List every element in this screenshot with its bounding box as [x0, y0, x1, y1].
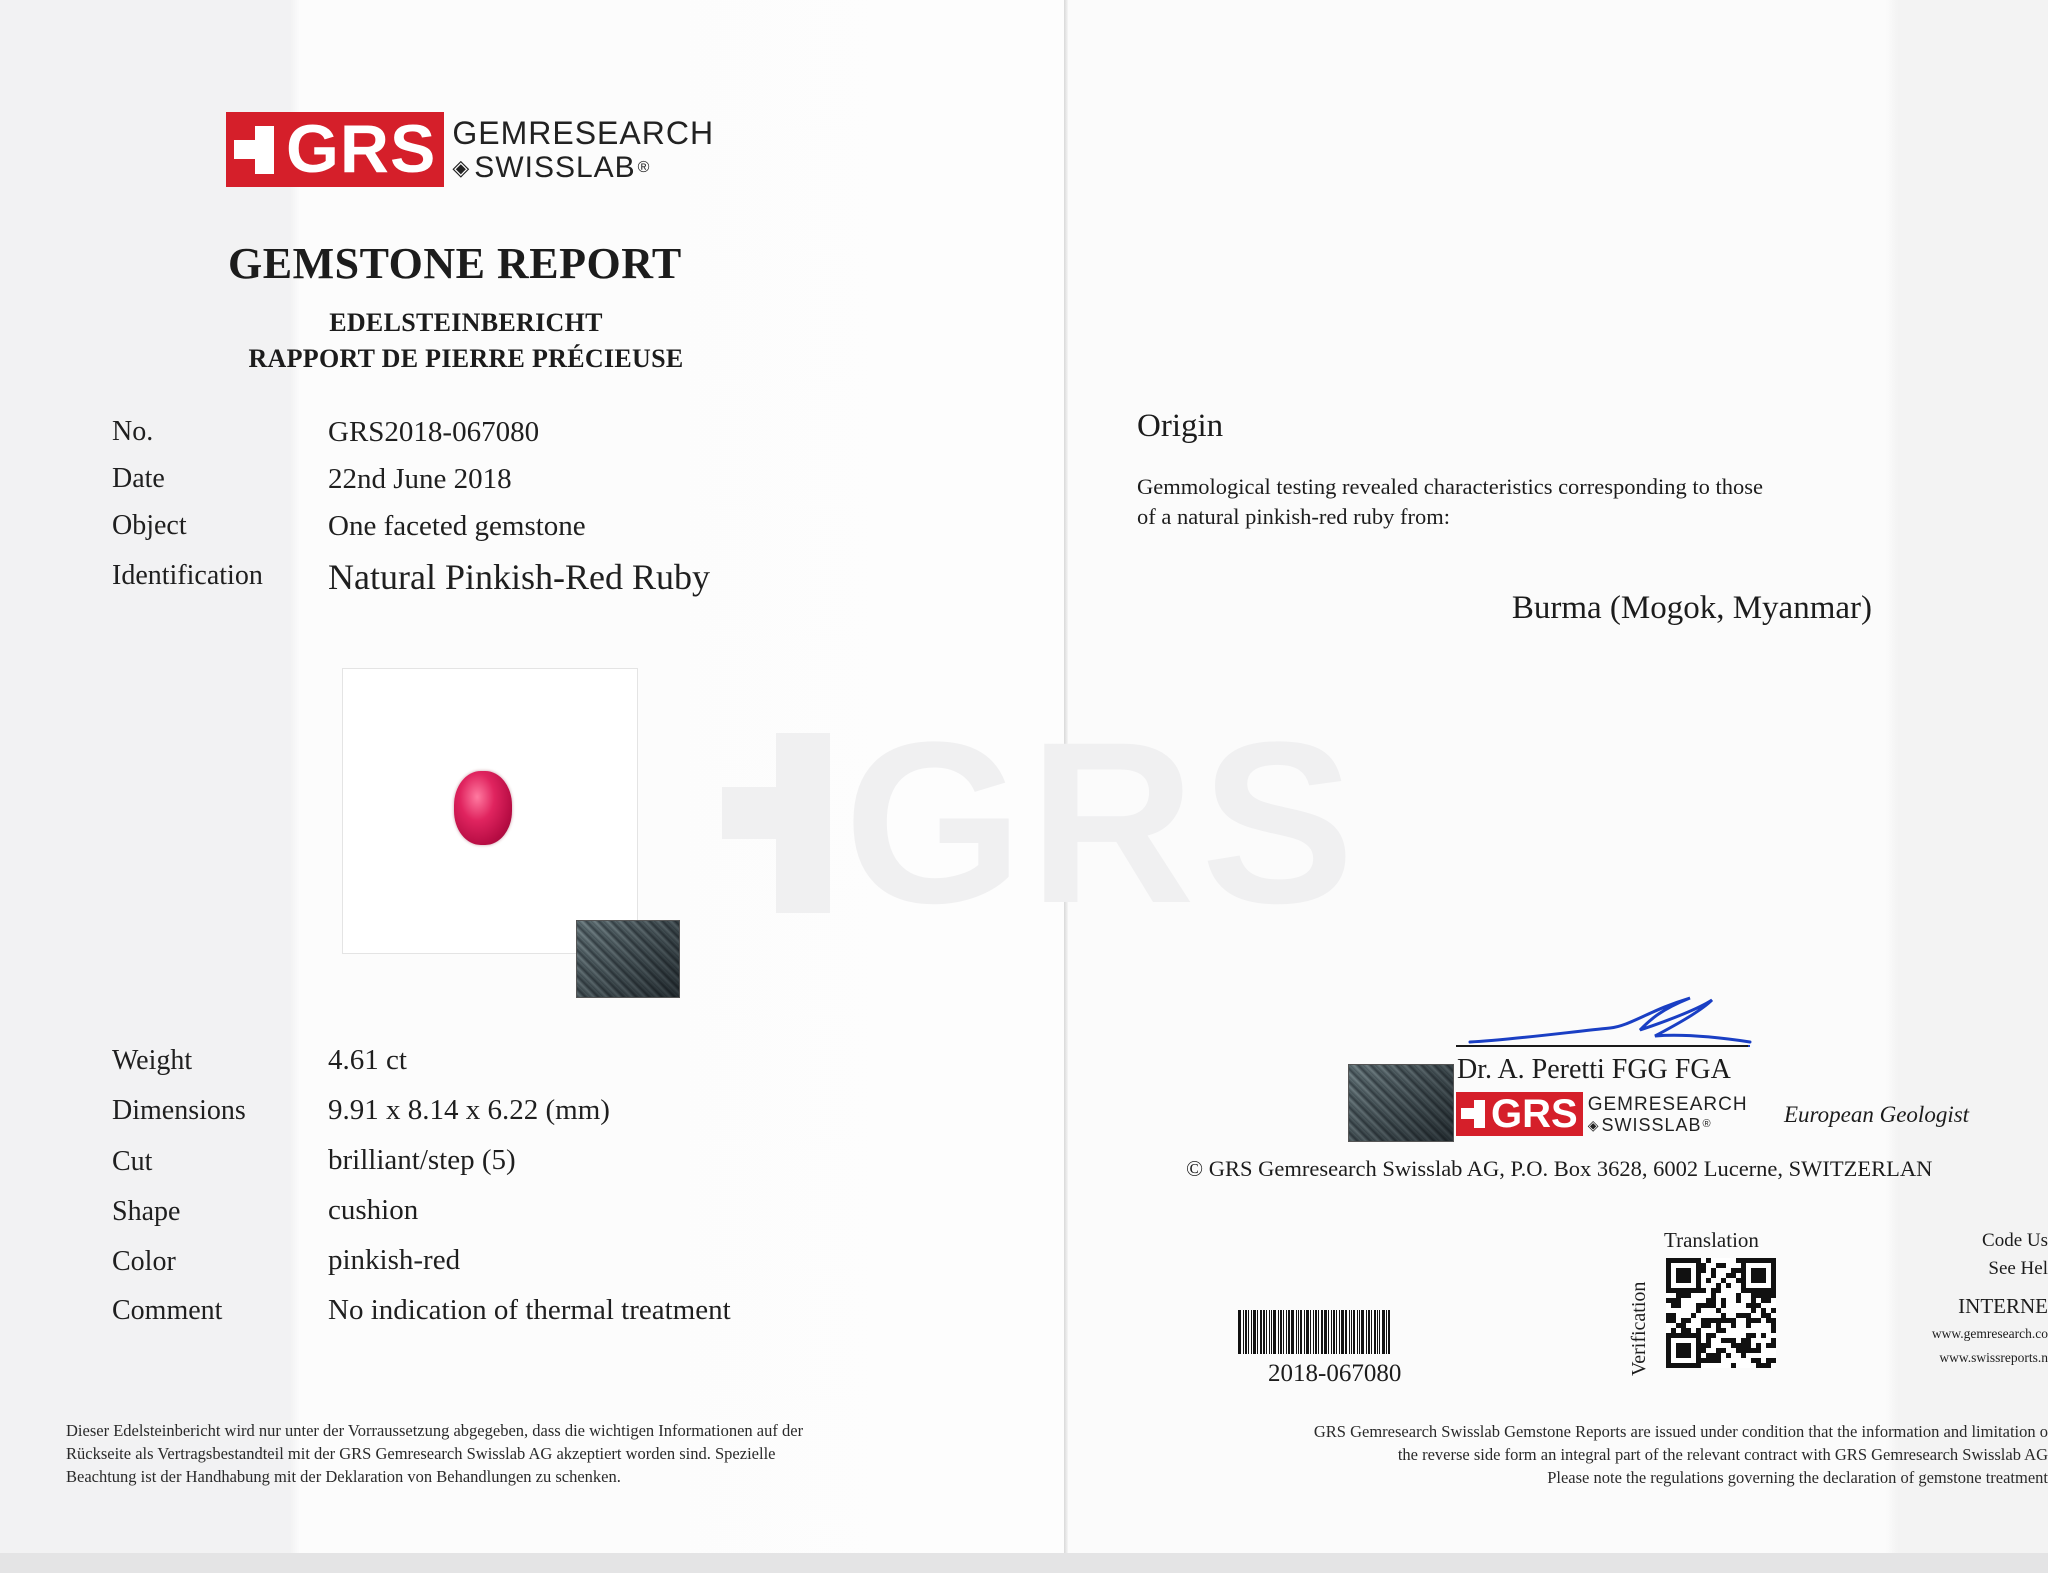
logo-line-1-small: GEMRESEARCH [1587, 1093, 1748, 1115]
diamond-icon-small: ◈ [1587, 1116, 1600, 1133]
barcode-bar [1296, 1310, 1297, 1354]
diamond-icon: ◈ [452, 154, 471, 180]
qr-module [1731, 1323, 1736, 1328]
signatory-title: European Geologist [1784, 1102, 1970, 1127]
barcode-bar [1304, 1310, 1305, 1354]
barcode-bar [1238, 1310, 1241, 1354]
registered-mark-small: ® [1702, 1118, 1712, 1130]
object-value: One faceted gemstone [328, 510, 586, 542]
watermark-text: GRS [844, 694, 1361, 951]
qr-module [1716, 1358, 1721, 1363]
grs-logo-small [1456, 1092, 1748, 1136]
qr-module [1686, 1293, 1691, 1298]
qr-module [1736, 1298, 1741, 1303]
barcode-number: 2018-067080 [1268, 1360, 1402, 1387]
qr-module [1761, 1333, 1766, 1338]
barcode-bar [1377, 1310, 1378, 1354]
qr-module [1751, 1333, 1756, 1338]
barcode-bar [1328, 1310, 1329, 1354]
barcode-bar [1310, 1310, 1311, 1354]
qr-module [1741, 1353, 1746, 1358]
identification-value: Natural Pinkish-Red Ruby [328, 557, 710, 597]
see-help-label: See Hel [1988, 1258, 2048, 1279]
disclaimer-de-line-3: Beachtung ist der Handhabung mit der Deklaration von Behandlungen zu schenken. [66, 1467, 621, 1486]
barcode-bar [1300, 1310, 1302, 1354]
barcode-bar [1336, 1310, 1337, 1354]
report-subtitle-fr: RAPPORT DE PIERRE PRÉCIEUSE [248, 344, 684, 373]
qr-module [1721, 1263, 1726, 1268]
origin-description [1137, 472, 1937, 532]
watermark-cross-icon [722, 733, 830, 913]
shape-value: cushion [328, 1194, 419, 1226]
logo-line-2-small: SWISSLAB [1601, 1114, 1702, 1135]
barcode-bar [1331, 1310, 1332, 1354]
barcode-bar [1349, 1310, 1350, 1354]
color-value: pinkish-red [328, 1244, 461, 1276]
qr-module [1701, 1268, 1706, 1273]
ruby-image [454, 771, 512, 845]
dimensions-label: Dimensions [112, 1095, 246, 1126]
barcode-bar [1374, 1310, 1376, 1354]
barcode-bar [1298, 1310, 1299, 1354]
origin-heading: Origin [1137, 408, 1224, 444]
barcode-bar [1341, 1310, 1344, 1354]
barcode-bar [1253, 1310, 1256, 1354]
comment-value: No indication of thermal treatment [328, 1294, 731, 1326]
internet-label: INTERNE [1958, 1294, 2048, 1318]
signatory-name: Dr. A. Peretti FGG FGA [1457, 1054, 1731, 1085]
barcode-bar [1353, 1310, 1355, 1354]
barcode-bar [1313, 1310, 1314, 1354]
barcode-bar [1260, 1310, 1262, 1354]
barcode-bar [1283, 1310, 1284, 1354]
barcode-bar [1263, 1310, 1265, 1354]
report-subtitle-de: EDELSTEINBERICHT [329, 308, 603, 337]
qr-module [1766, 1298, 1771, 1303]
barcode-bar [1351, 1310, 1352, 1354]
date-label: Date [112, 463, 165, 494]
barcode [1238, 1310, 1470, 1354]
disclaimer-en-line-2: the reverse side form an integral part of the relevant contract with GRS Gemresearch Swisslab AG [1397, 1445, 2048, 1464]
disclaimer-de-line-1: Dieser Edelsteinbericht wird nur unter der Vorraussetzung abgegeben, dass die wichtigen Informationen auf der [66, 1421, 804, 1440]
disclaimer-en-line-3: Please note the regulations governing the declaration of gemstone treatment [1547, 1468, 2048, 1487]
barcode-bar [1273, 1310, 1276, 1354]
barcode-bar [1359, 1310, 1360, 1354]
barcode-bar [1324, 1310, 1327, 1354]
qr-module [1686, 1318, 1691, 1323]
qr-module [1766, 1363, 1771, 1368]
barcode-bar [1368, 1310, 1370, 1354]
barcode-bar [1248, 1310, 1249, 1354]
qr-module [1706, 1323, 1711, 1328]
disclaimer-en [1150, 1420, 2048, 1489]
cut-label: Cut [112, 1146, 153, 1177]
date-value: 22nd June 2018 [328, 463, 512, 495]
logo-letters-small: GRS [1491, 1092, 1578, 1136]
comment-label: Comment [112, 1295, 223, 1326]
barcode-bar [1357, 1310, 1358, 1354]
scan-bottom-edge [0, 1553, 2048, 1573]
disclaimer-en-line-1: GRS Gemresearch Swisslab Gemstone Reports are issued under condition that the information and limitation o [1313, 1422, 2048, 1441]
qr-module [1721, 1303, 1726, 1308]
qr-module [1706, 1258, 1711, 1263]
barcode-bar [1361, 1310, 1364, 1354]
barcode-bar [1371, 1310, 1372, 1354]
qr-module [1721, 1328, 1726, 1333]
barcode-bar [1379, 1310, 1380, 1354]
hologram-seal-right [1348, 1064, 1454, 1142]
qr-module [1751, 1308, 1756, 1313]
barcode-bar [1245, 1310, 1247, 1354]
qr-module [1701, 1288, 1706, 1293]
shape-label: Shape [112, 1196, 181, 1227]
barcode-bar [1269, 1310, 1270, 1354]
swiss-cross-icon [234, 126, 278, 174]
translation-label: Translation [1664, 1228, 1759, 1252]
qr-module [1676, 1303, 1681, 1308]
disclaimer-de-line-2: Rückseite als Vertragsbestandteil mit der GRS Gemresearch Swisslab AG akzeptiert worden sind. Spezielle [66, 1444, 776, 1463]
barcode-bar [1286, 1310, 1287, 1354]
signature-line [1456, 1045, 1748, 1047]
color-label: Color [112, 1246, 176, 1277]
website-link-2[interactable]: www.swissreports.n [1939, 1350, 2048, 1365]
watermark-logo [722, 690, 1360, 955]
qr-module [1771, 1293, 1776, 1298]
barcode-bar [1280, 1310, 1282, 1354]
barcode-bar [1251, 1310, 1252, 1354]
barcode-bar [1386, 1310, 1387, 1354]
registered-mark: ® [637, 158, 651, 176]
verification-label: Verification [1628, 1281, 1650, 1376]
qr-module [1706, 1343, 1711, 1348]
barcode-bar [1382, 1310, 1385, 1354]
qr-module [1746, 1323, 1751, 1328]
logo-letters: GRS [286, 111, 437, 187]
barcode-bar [1291, 1310, 1294, 1354]
barcode-bar [1388, 1310, 1390, 1354]
qr-module [1731, 1363, 1736, 1368]
barcode-bar [1243, 1310, 1244, 1354]
report-title: GEMSTONE REPORT [228, 239, 682, 288]
barcode-bar [1278, 1310, 1279, 1354]
weight-label: Weight [112, 1045, 193, 1076]
qr-module [1756, 1348, 1761, 1353]
copyright-line: © GRS Gemresearch Swisslab AG, P.O. Box 3628, 6002 Lucerne, SWITZERLAN [1186, 1156, 1933, 1181]
logo-line-1: GEMRESEARCH [452, 114, 715, 151]
identification-label: Identification [112, 560, 263, 591]
no-label: No. [112, 416, 154, 447]
cut-value: brilliant/step (5) [328, 1144, 516, 1176]
disclaimer-de [66, 1419, 1046, 1488]
qr-module [1726, 1353, 1731, 1358]
barcode-bar [1345, 1310, 1347, 1354]
barcode-bar [1339, 1310, 1340, 1354]
qr-module [1716, 1288, 1721, 1293]
barcode-bar [1321, 1310, 1323, 1354]
swiss-cross-icon-small [1461, 1100, 1487, 1128]
grs-logo [226, 112, 714, 187]
qr-module [1756, 1318, 1761, 1323]
barcode-bar [1366, 1310, 1367, 1354]
signature-image [1450, 990, 1760, 1060]
weight-value: 4.61 ct [328, 1044, 407, 1076]
logo-line-2: SWISSLAB [474, 150, 636, 184]
qr-module [1771, 1358, 1776, 1363]
qr-module [1686, 1278, 1691, 1283]
qr-module [1696, 1363, 1701, 1368]
barcode-bar [1306, 1310, 1309, 1354]
barcode-bar [1266, 1310, 1267, 1354]
qr-module [1726, 1283, 1731, 1288]
qr-module [1686, 1353, 1691, 1358]
qr-module [1771, 1308, 1776, 1313]
origin-text-line-2: of a natural pinkish-red ruby from: [1137, 504, 1451, 529]
no-value: GRS2018-067080 [328, 416, 540, 448]
origin-country: Burma (Mogok, Myanmar) [1511, 590, 1872, 626]
qr-module [1696, 1308, 1701, 1313]
barcode-bar [1257, 1310, 1258, 1354]
qr-module [1771, 1328, 1776, 1333]
qr-module [1711, 1273, 1716, 1278]
barcode-bar [1271, 1310, 1272, 1354]
qr-module [1761, 1278, 1766, 1283]
verification-qr-code[interactable] [1666, 1258, 1776, 1368]
barcode-bar [1315, 1310, 1317, 1354]
origin-text-line-1: Gemmological testing revealed characteristics corresponding to those [1137, 474, 1764, 499]
qr-module [1706, 1278, 1711, 1283]
barcode-bar [1318, 1310, 1319, 1354]
barcode-bar [1333, 1310, 1335, 1354]
code-use-label: Code Us [1982, 1230, 2048, 1251]
qr-module [1691, 1313, 1696, 1318]
qr-module [1771, 1343, 1776, 1348]
barcode-bar [1288, 1310, 1290, 1354]
qr-module [1711, 1333, 1716, 1338]
website-link-1[interactable]: www.gemresearch.co [1931, 1326, 2048, 1341]
dimensions-value: 9.91 x 8.14 x 6.22 (mm) [328, 1094, 610, 1126]
object-label: Object [112, 510, 187, 541]
hologram-seal [576, 920, 680, 998]
